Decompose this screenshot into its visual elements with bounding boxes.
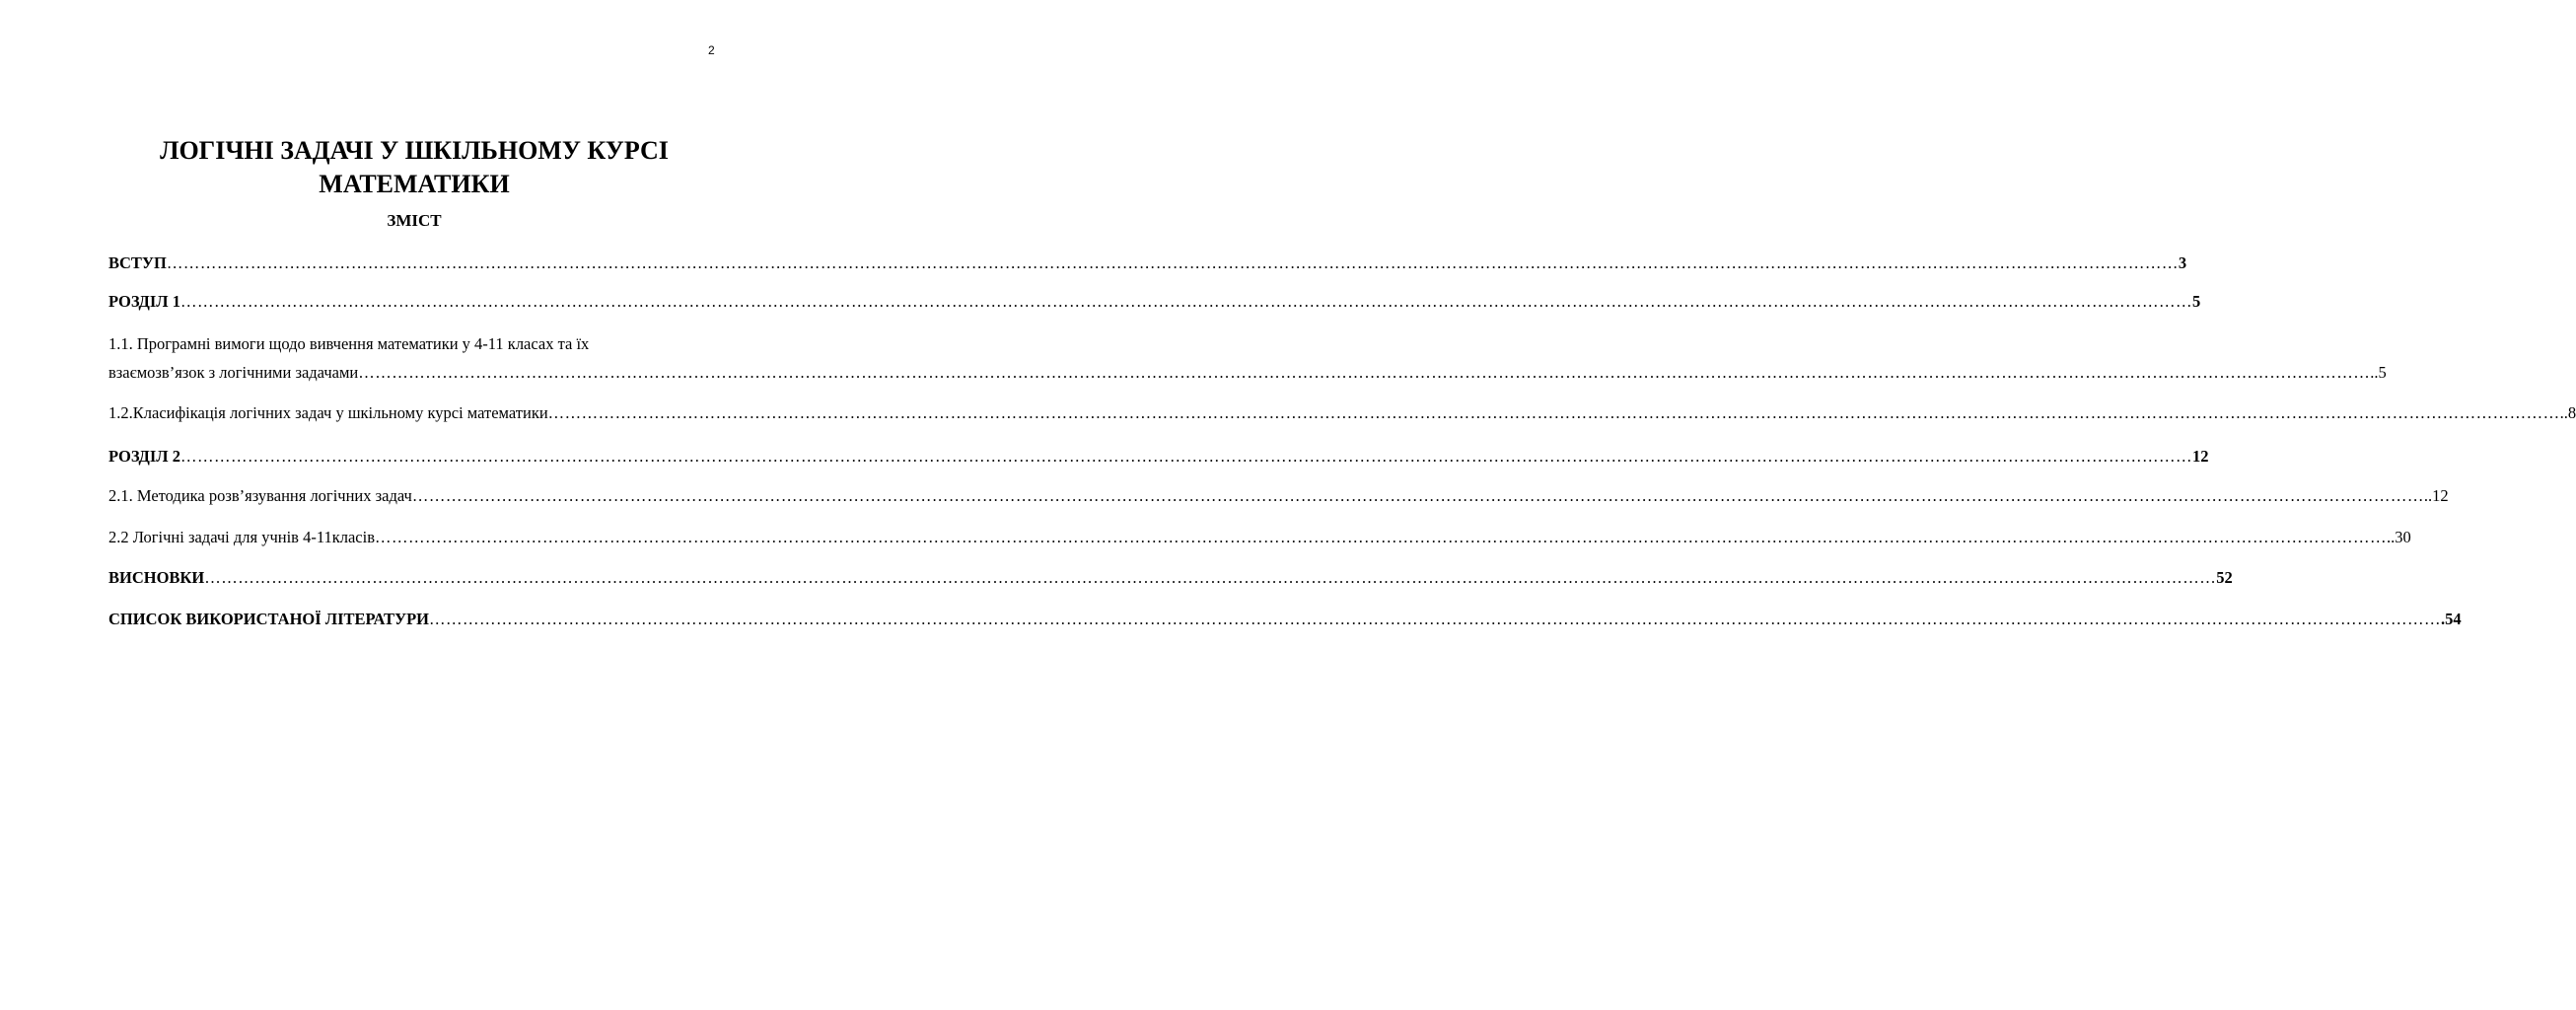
toc-entry-label: РОЗДІЛ 2 [108, 447, 180, 466]
dot-leader: ……………………………………………………………………………………………………………………………………………………………………………………………………………………………………………………………………………………………………………………………… [358, 363, 2371, 382]
toc-entry-label: 1.2.Класифікація логічних задач у шкільному курсі математики [108, 403, 548, 422]
toc-page-ref: 52 [2216, 568, 2233, 587]
title-line-1: ЛОГІЧНІ ЗАДАЧІ У ШКІЛЬНОМУ КУРСІ [160, 136, 669, 165]
dot-leader: ……………………………………………………………………………………………………………………………………………………………………………………………………………………………………………………………………………………………………………………………… [547, 403, 2560, 422]
toc-entry-label: взаємозв’язок з логічними задачами [108, 363, 359, 382]
dot-leader: ……………………………………………………………………………………………………………………………………………………………………………………………………………………………………………………………………………………………………………………………… [204, 568, 2217, 587]
toc-page-ref: ..5 [2370, 363, 2387, 382]
toc-page-ref: 12 [2191, 447, 2209, 466]
dot-leader: ……………………………………………………………………………………………………………………………………………………………………………………………………………………………………………………………………………………………………………………………… [179, 292, 2192, 311]
toc-entry-1-1 [108, 362, 2387, 384]
toc-entry-2-1 [108, 485, 2449, 507]
toc-entry-label: ВСТУП [108, 253, 167, 272]
toc-page-ref: .54 [2440, 610, 2462, 628]
toc-page-ref: ..30 [2387, 528, 2411, 546]
title-line-2: МАТЕМАТИКИ [319, 170, 510, 198]
document-title [108, 134, 720, 201]
toc-page-ref: 3 [2178, 253, 2187, 272]
toc-entry-label: 2.2 Логічні задачі для учнів 4-11класів [108, 528, 376, 546]
toc-entry-label: 2.1. Методика розв’язування логічних задач [108, 486, 412, 505]
toc-entry-label: ВИСНОВКИ [108, 568, 205, 587]
dot-leader: ……………………………………………………………………………………………………………………………………………………………………………………………………………………………………………………………………………………………………………………………… [428, 610, 2441, 628]
toc-entry-1-2 [108, 402, 2576, 424]
dot-leader: ……………………………………………………………………………………………………………………………………………………………………………………………………………………………………………………………………………………………………………………………… [375, 528, 2388, 546]
toc-page-ref: ..12 [2423, 486, 2449, 505]
dot-leader: ……………………………………………………………………………………………………………………………………………………………………………………………………………………………………………………………………………………………………………………………… [166, 253, 2179, 272]
toc-entry-references [108, 609, 2462, 630]
toc-entry-section-1 [108, 291, 2201, 313]
toc-entry-label: СПИСОК ВИКОРИСТАНОЇ ЛІТЕРАТУРИ [108, 610, 429, 628]
page-number: 2 [708, 43, 715, 57]
toc-entry-label: РОЗДІЛ 1 [108, 292, 180, 311]
dot-leader: ……………………………………………………………………………………………………………………………………………………………………………………………………………………………………………………………………………………………………………………………… [179, 447, 2192, 466]
toc-entry-intro [108, 252, 2187, 274]
toc-heading: ЗМІСТ [387, 211, 442, 230]
toc-page-ref: 5 [2191, 292, 2201, 311]
toc-entry-1-1-line-1: 1.1. Програмні вимоги щодо вивчення математики у 4-11 класах та їх [108, 334, 590, 353]
toc-entry-conclusions [108, 567, 2233, 589]
toc-entry-2-2 [108, 527, 2411, 548]
toc-page-ref: ..8 [2559, 403, 2576, 422]
toc-entry-section-2 [108, 446, 2209, 468]
dot-leader: ……………………………………………………………………………………………………………………………………………………………………………………………………………………………………………………………………………………………………………………………… [411, 486, 2424, 505]
